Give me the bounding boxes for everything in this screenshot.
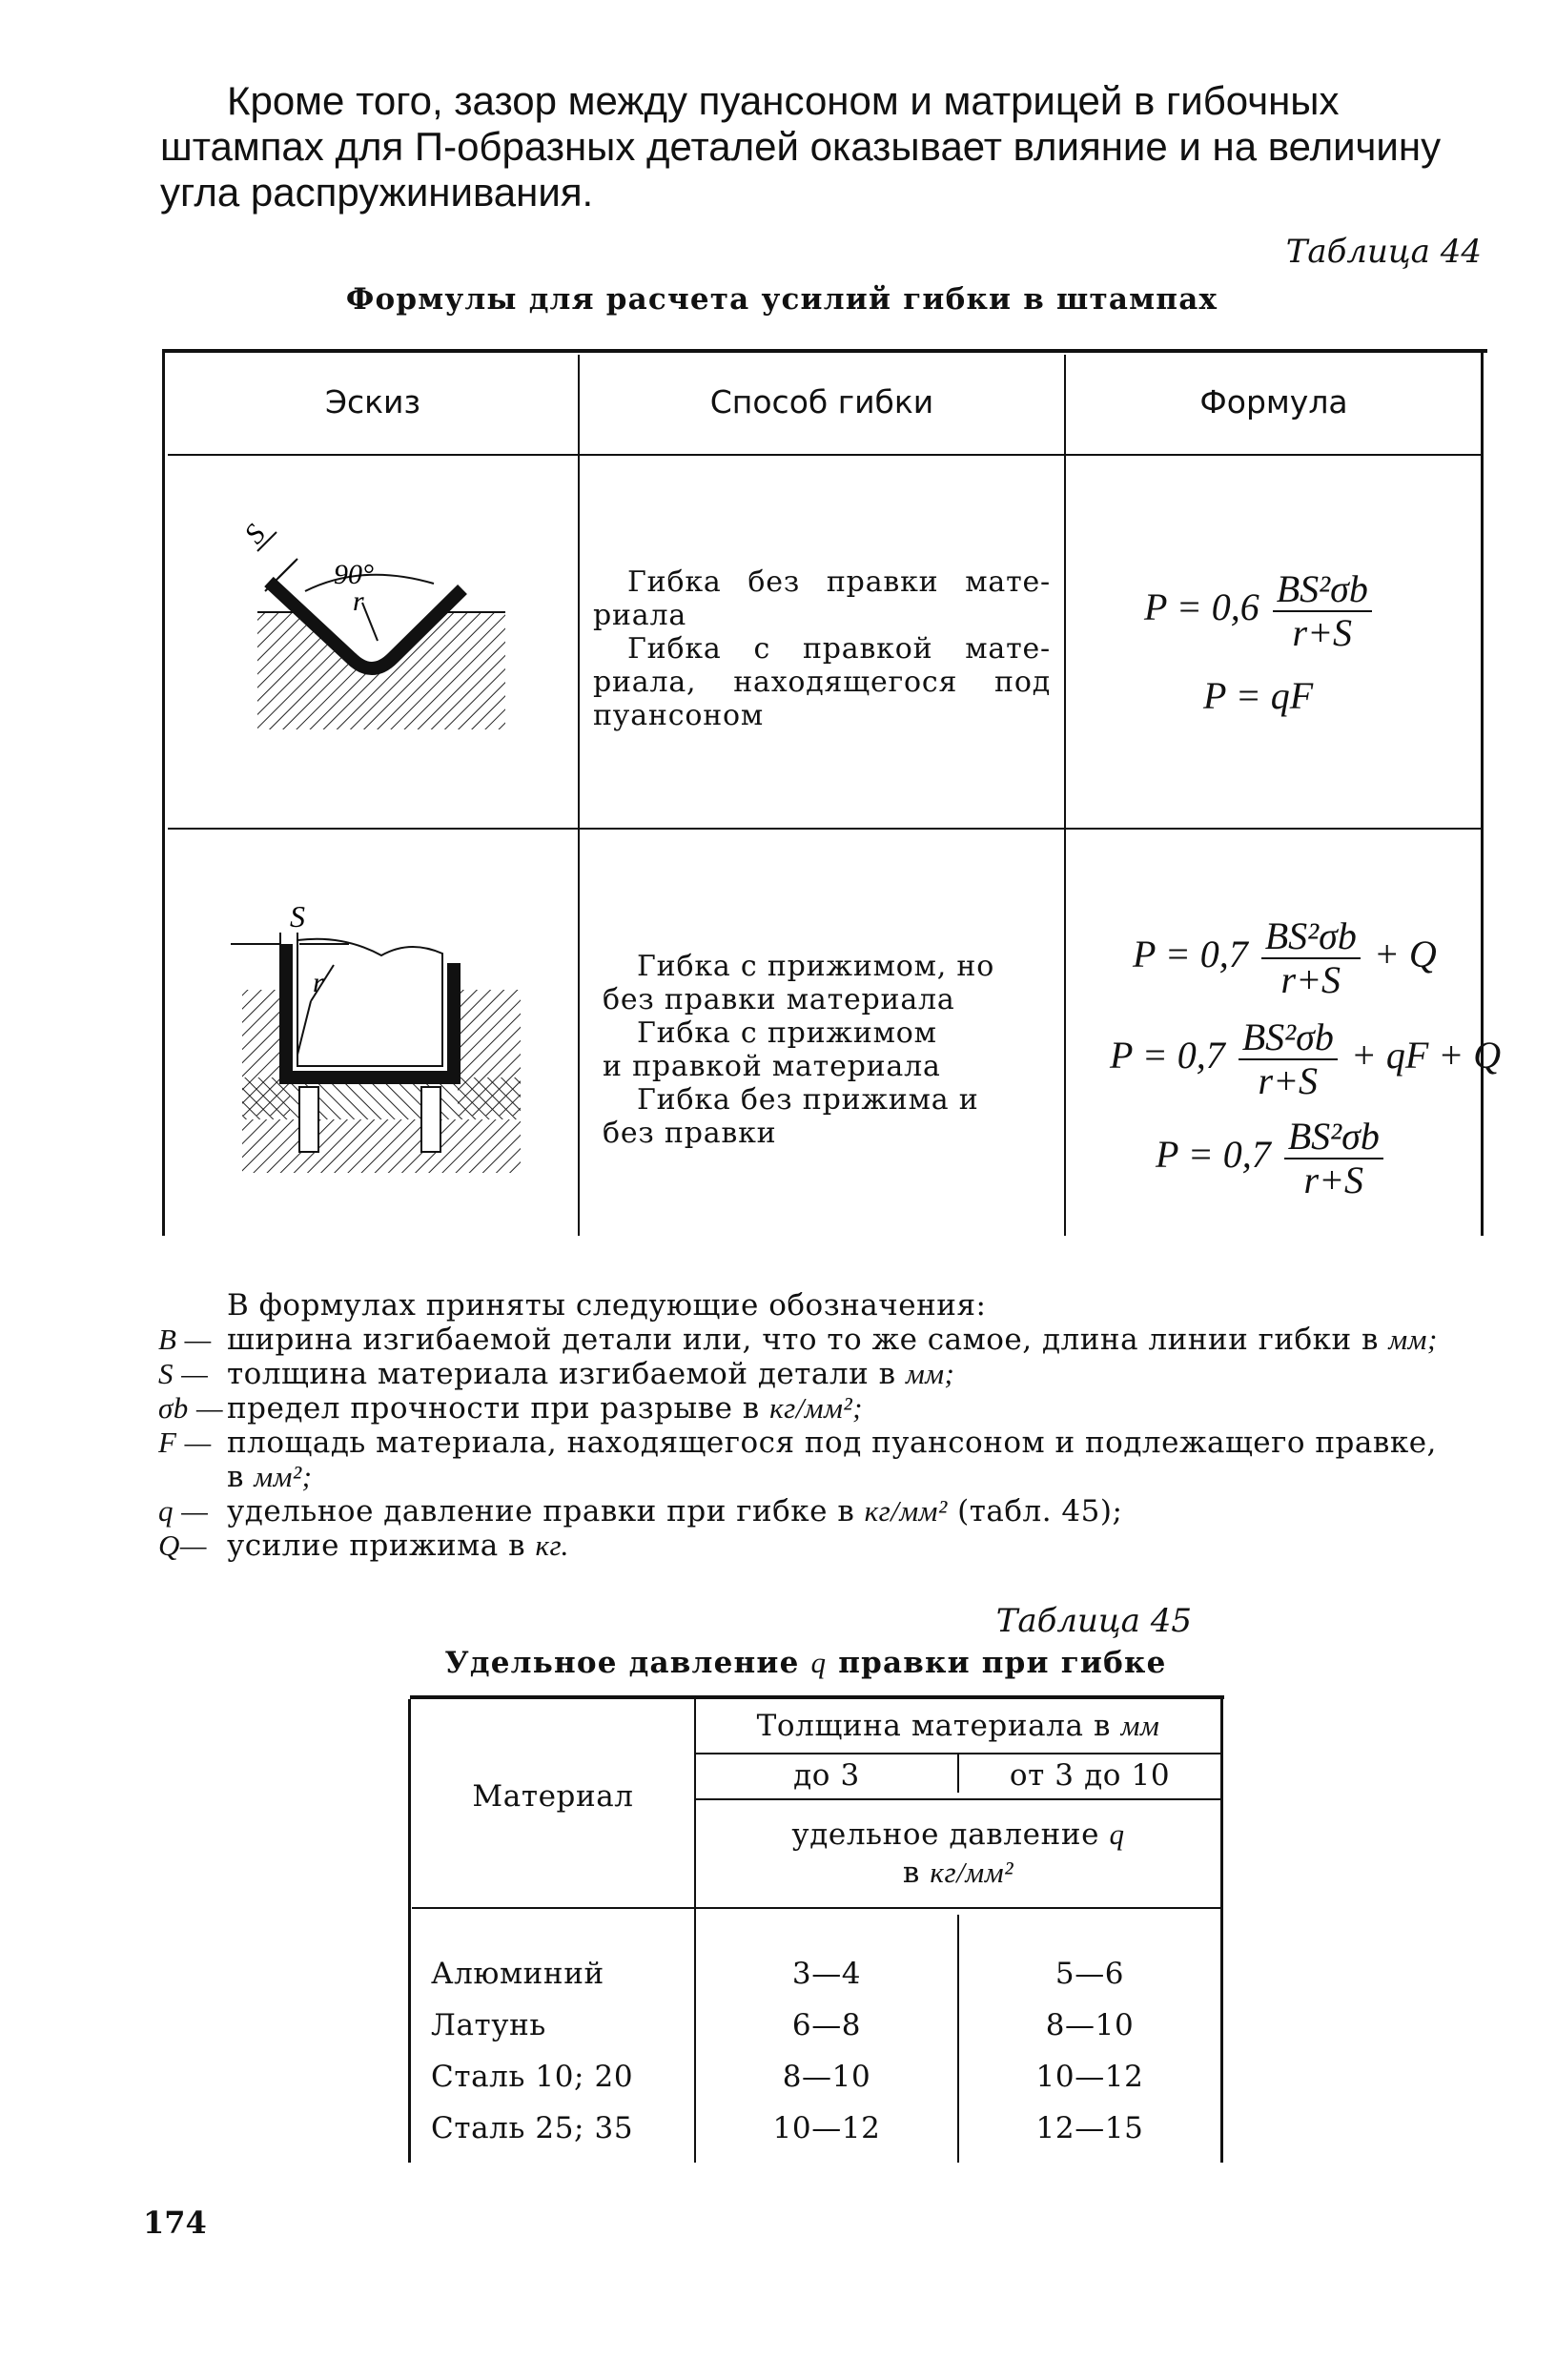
row2-f1-suffix: + Q [1373,933,1437,976]
legend-symbol: F — [158,1426,212,1459]
notation-legend [158,1289,1493,1563]
row1-method-b1: Гибка с правкой мате- [627,632,1051,666]
legend-text: предел прочности при разрыве в [227,1391,760,1426]
material-cell: Алюминий [431,1957,604,1991]
table45-title-q: q [810,1646,828,1679]
table44-col-divider-1 [578,355,580,1236]
v-bend-die-sketch [219,496,534,744]
pressure-unit: кг/мм² [930,1856,1014,1889]
legend-item-S [158,1357,1493,1391]
value-upto3: 6—8 [791,2008,862,2042]
material-cell: Сталь 25; 35 [431,2111,634,2145]
u-punch [297,939,442,1066]
intro-line-3: угла распружинивания. [160,170,594,215]
sketch2-s-label: S [290,899,305,934]
table45-header-3to10: от 3 до 10 [1009,1758,1171,1793]
row2-f3-denominator: r+S [1303,1159,1364,1201]
row1-f1-prefix: P = 0,6 [1144,585,1259,629]
legend-unit: мм; [905,1357,955,1390]
table44-row-rule [168,828,1484,830]
table45-caption: Таблица 45 [995,1602,1192,1640]
row2-f1-prefix: P = 0,7 [1133,933,1248,976]
legend-unit: кг. [535,1529,569,1562]
u-bend-die-sketch [229,887,534,1173]
value-upto3: 3—4 [791,1957,862,1991]
legend-unit: кг/мм² [864,1494,948,1528]
legend-intro: В формулах приняты следующие обозначения: [227,1288,987,1323]
table44-title: Формулы для расчета усилий гибки в штампах [345,282,1218,317]
row1-method-b3: пуансоном [593,699,764,732]
row2-f1-denominator: r+S [1280,958,1341,1001]
table45-title-post: правки при гибке [838,1646,1167,1680]
value-upto3: 8—10 [782,2060,871,2094]
intro-paragraph [160,78,1485,215]
row2-formula-2 [1110,1016,1501,1102]
table45-right-border [1220,1699,1223,2163]
legend-text: в [227,1460,244,1494]
sketch1-s-label: S [238,518,273,550]
table44-caption: Таблица 44 [1285,233,1482,271]
row2-method-b1: Гибка с прижимом [637,1016,937,1050]
row1-f1-denominator: r+S [1292,611,1353,654]
row1-formula-2: P = qF [1203,674,1314,717]
table45-header-thickness [696,1709,1220,1743]
row2-f1-numerator: BS²σb [1261,915,1361,959]
legend-unit: кг/мм²; [769,1391,863,1425]
legend-item-Q [158,1529,1493,1563]
table44-header-method: Способ гибки [709,383,934,421]
material-cell: Сталь 10; 20 [431,2060,634,2094]
row2-method-c2: без правки [603,1117,777,1150]
legend-item-F-cont [158,1460,1493,1494]
table44-header-rule [168,454,1484,456]
sketch1-r-label: r [353,585,364,617]
legend-symbol: Q— [158,1529,207,1562]
table44-header-sketch: Эскиз [324,383,421,421]
row2-f3-prefix: P = 0,7 [1156,1133,1271,1177]
sketch2-r-label: r [313,967,324,998]
table45-left-border [408,1699,411,2163]
value-upto3: 10—12 [772,2111,881,2145]
table45-title [410,1646,1201,1680]
row2-method-a2: без правки материала [603,983,955,1016]
table45-header-upto3: до 3 [793,1758,860,1793]
row2-f2-denominator: r+S [1258,1059,1319,1102]
value-3to10: 12—15 [1035,2111,1144,2145]
intro-line-2: штампах для П-образных деталей оказывает влияние и на величину [160,124,1442,169]
legend-text: ширина изгибаемой детали или, что то же самое, длина линии гибки в [227,1323,1380,1357]
thickness-label: Толщина материала в [756,1709,1112,1743]
legend-unit: мм²; [254,1460,313,1493]
legend-symbol: S — [158,1357,209,1390]
value-3to10: 8—10 [1045,2008,1135,2042]
row2-method-b2: и правкой материала [603,1050,941,1083]
row1-formula-1 [1144,568,1376,654]
row2-method-a1: Гибка с прижимом, но [637,950,995,983]
pressure-in: в [902,1856,920,1890]
row2-method-c1: Гибка без прижима и [637,1083,979,1117]
material-cell: Латунь [431,2008,546,2042]
legend-item-sigma [158,1391,1493,1426]
table44-col-divider-2 [1064,355,1066,1236]
legend-symbol: q — [158,1494,209,1528]
legend-text: толщина материала изгибаемой детали в [227,1357,896,1391]
legend-symbol: σb — [158,1391,224,1425]
row2-f2-numerator: BS²σb [1239,1016,1338,1060]
legend-text: усилие прижима в [227,1529,526,1563]
row2-f2-prefix: P = 0,7 [1110,1034,1225,1077]
row2-formula-1 [1133,915,1437,1001]
row1-method-a2: риала [593,599,687,632]
legend-text: площадь материала, находящегося под пуансоном и подлежащего правке, [227,1426,1437,1460]
table45-header-material: Материал [472,1779,634,1814]
row2-formula-3 [1156,1116,1387,1201]
table45-sub-rule-2 [696,1798,1220,1800]
row2-f3-numerator: BS²σb [1284,1116,1383,1159]
table45-header-rule [412,1907,1220,1909]
thickness-unit: мм [1120,1709,1160,1742]
value-3to10: 5—6 [1054,1957,1125,1991]
legend-item-F [158,1426,1493,1460]
legend-item-B [158,1323,1493,1357]
legend-symbol: B — [158,1323,212,1356]
legend-unit: мм; [1388,1323,1438,1356]
table44-left-border [162,349,165,1236]
intro-line-1: Кроме того, зазор между пуансоном и матрицей в гибочных [227,78,1340,123]
row2-method [603,950,1051,1150]
sketch1-angle-label: 90° [334,559,374,590]
legend-item-q [158,1494,1493,1529]
pressure-label: удельное давление [791,1817,1100,1852]
page-number: 174 [143,2205,207,2241]
table45-header-pressure [696,1816,1220,1892]
table45-top-rule [410,1695,1224,1699]
row2-f2-suffix: + qF + Q [1350,1034,1502,1077]
row1-method-b2: риала, находящегося под [593,666,1051,699]
row1-method-a1: Гибка без правки мате- [627,565,1051,599]
legend-text: удельное давление правки при гибке в [227,1494,855,1529]
table44-header-formula: Формула [1199,383,1348,421]
value-3to10: 10—12 [1035,2060,1144,2094]
row1-method [593,565,1051,732]
table44-top-rule [164,349,1487,353]
table45-title-pre: Удельное давление [444,1646,800,1680]
row1-f1-numerator: BS²σb [1273,568,1372,612]
table44-right-border [1481,349,1484,1236]
pressure-q: q [1109,1817,1125,1851]
legend-tail: (табл. 45); [957,1494,1123,1529]
